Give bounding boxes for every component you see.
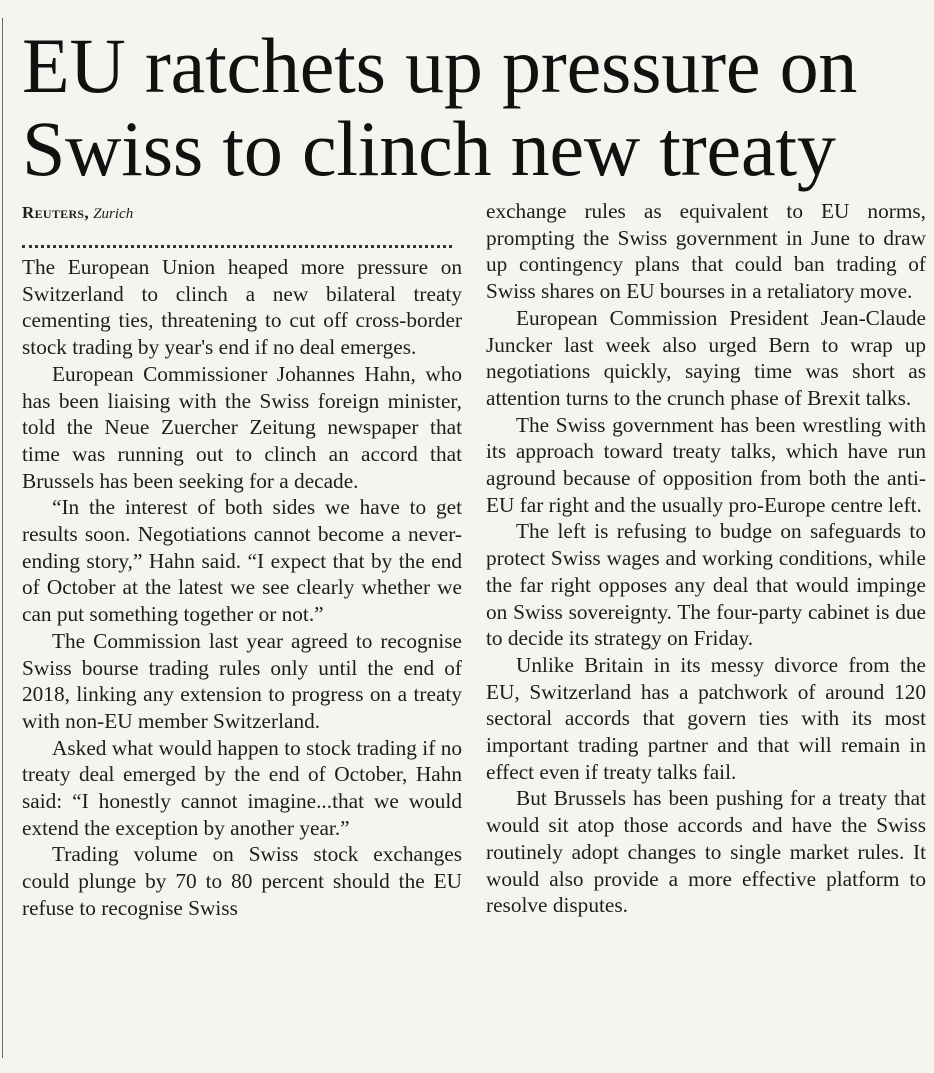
paragraph: exchange rules as equivalent to EU norms, prompting the Swiss government in June to draw up contingency plans that could ban trading of Swiss shares on EU bourses in a retaliatory move. — [486, 199, 926, 304]
column-rule — [2, 18, 3, 1058]
paragraph: European Commissioner Johannes Hahn, who has been liaising with the Swiss foreign minister, told the Neue Zuercher Zeitung newspaper that time was running out to clinch an accord that Brussels has been seeking for a decade. — [22, 361, 462, 493]
byline — [22, 200, 462, 227]
paragraph: But Brussels has been pushing for a treaty that would sit atop those accords and have the Swiss routinely adopt changes to single market rules. It would also provide a more effective platform to resolve disputes. — [486, 786, 926, 918]
paragraph: The European Union heaped more pressure on Switzerland to clinch a new bilateral treaty cementing ties, threatening to cut off cross-border stock trading by year's end if no deal emerges. — [22, 255, 462, 360]
paragraph: Asked what would happen to stock trading if no treaty deal emerged by the end of October, Hahn said: “I honestly cannot imagine...that we would extend the exception by another year.” — [22, 735, 462, 840]
paragraph: European Commission President Jean-Claude Juncker last week also urged Bern to wrap up negotiations quickly, saying time was short as attention turns to the crunch phase of Brexit talks. — [486, 305, 926, 410]
paragraph: Trading volume on Swiss stock exchanges could plunge by 70 to 80 percent should the EU refuse to recognise Swiss — [22, 842, 462, 920]
byline-agency: Reuters, — [22, 203, 89, 222]
paragraph: The left is refusing to budge on safeguards to protect Swiss wages and working conditions, while the far right opposes any deal that would impinge on Swiss sovereignty. The four-party cabinet is due to decide its strategy on Friday. — [486, 519, 926, 651]
article-column-left — [22, 200, 462, 922]
paragraph: Unlike Britain in its messy divorce from the EU, Switzerland has a patchwork of around 120 sectoral accords that govern ties with its most important trading partner and that will remain in effect even if treaty talks fail. — [486, 652, 926, 784]
byline-city: Zurich — [93, 206, 134, 222]
paragraph: The Swiss government has been wrestling with its approach toward treaty talks, which have run aground because of opposition from both the anti-EU far right and the usually pro-Europe centre left. — [486, 412, 926, 517]
headline — [22, 24, 927, 190]
paragraph: The Commission last year agreed to recognise Swiss bourse trading rules only until the end of 2018, linking any extension to progress on a treaty with non-EU member Switzerland. — [22, 628, 462, 733]
paragraph: “In the interest of both sides we have to get results soon. Negotiations cannot become a never-ending story,” Hahn said. “I expect that by the end of October at the latest we see clearly whether we can put something together or not.” — [22, 495, 462, 627]
headline-line-2: Swiss to clinch new treaty — [22, 105, 836, 192]
article-column-right — [486, 198, 926, 919]
headline-line-1: EU ratchets up pressure on — [22, 22, 858, 109]
dotted-divider — [22, 231, 452, 248]
